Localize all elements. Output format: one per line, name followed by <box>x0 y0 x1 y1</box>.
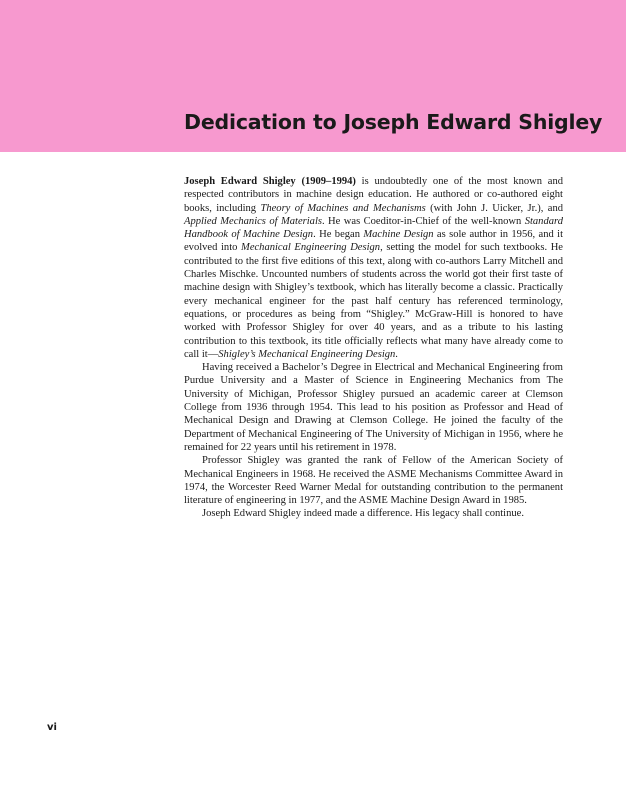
header-band <box>0 0 626 152</box>
paragraph-1: Joseph Edward Shigley (1909–1994) is undoubtedly one of the most known and respected contributors in machine design education. He authored or co-authored eight books, including Theory of Machines and Mechanisms (with John J. Uicker, Jr.), and Applied Mechanics of Materials. He was Coeditor-in-Chief of the well-known Standard Handbook of Machine Design. He began Machine Design as sole author in 1956, and it evolved into Mechanical Engineering Design, setting the model for such textbooks. He contributed to the first five editions of this text, along with co-authors Larry Mitchell and Charles Mischke. Uncounted numbers of students across the world got their first taste of machine design with Shigley’s textbook, which has literally become a classic. Practically every mechanical engineer for the past half century has referenced terminology, equations, or procedures as being from “Shigley.” McGraw-Hill is honored to have worked with Professor Shigley for over 40 years, and as a tribute to his lasting contribution to this textbook, its title officially reflects what many have already come to call it—Shigley’s Mechanical Engineering Design. <box>184 176 563 360</box>
book-title: Shigley’s Mechanical Engineering Design <box>218 348 396 360</box>
book-title: Mechanical Engineering Design <box>241 242 381 254</box>
book-title: Machine Design <box>363 229 434 241</box>
book-title: Applied Mechanics of Materials <box>184 215 322 227</box>
page-title: Dedication to Joseph Edward Shigley <box>184 110 603 134</box>
paragraph-4: Joseph Edward Shigley indeed made a difference. His legacy shall continue. <box>202 508 524 520</box>
book-title: Standard Handbook of Machine Design <box>184 215 563 241</box>
paragraph-2: Having received a Bachelor’s Degree in Electrical and Mechanical Engineering from Purdue University and a Master of Science in Engineering Mechanics from The University of Michigan, Professor Shigley pursued an academic career at Clemson College from 1936 through 1954. This lead to his position as Professor and Head of Mechanical Design and Drawing at Clemson College. He joined the faculty of the Department of Mechanical Engineering of The University of Michigan in 1956, where he remained for 22 years until his retirement in 1978. <box>184 362 563 453</box>
dedication-body <box>184 175 563 521</box>
book-title: Theory of Machines and Mechanisms <box>260 202 426 214</box>
paragraph-3: Professor Shigley was granted the rank of Fellow of the American Society of Mechanical Engineers in 1968. He received the ASME Mechanisms Committee Award in 1974, the Worcester Reed Warner Medal for outstanding contribution to the permanent literature of engineering in 1977, and the ASME Machine Design Award in 1985. <box>184 455 563 507</box>
page-number: vi <box>47 722 57 733</box>
name-lead: Joseph Edward Shigley (1909–1994) <box>184 176 356 187</box>
